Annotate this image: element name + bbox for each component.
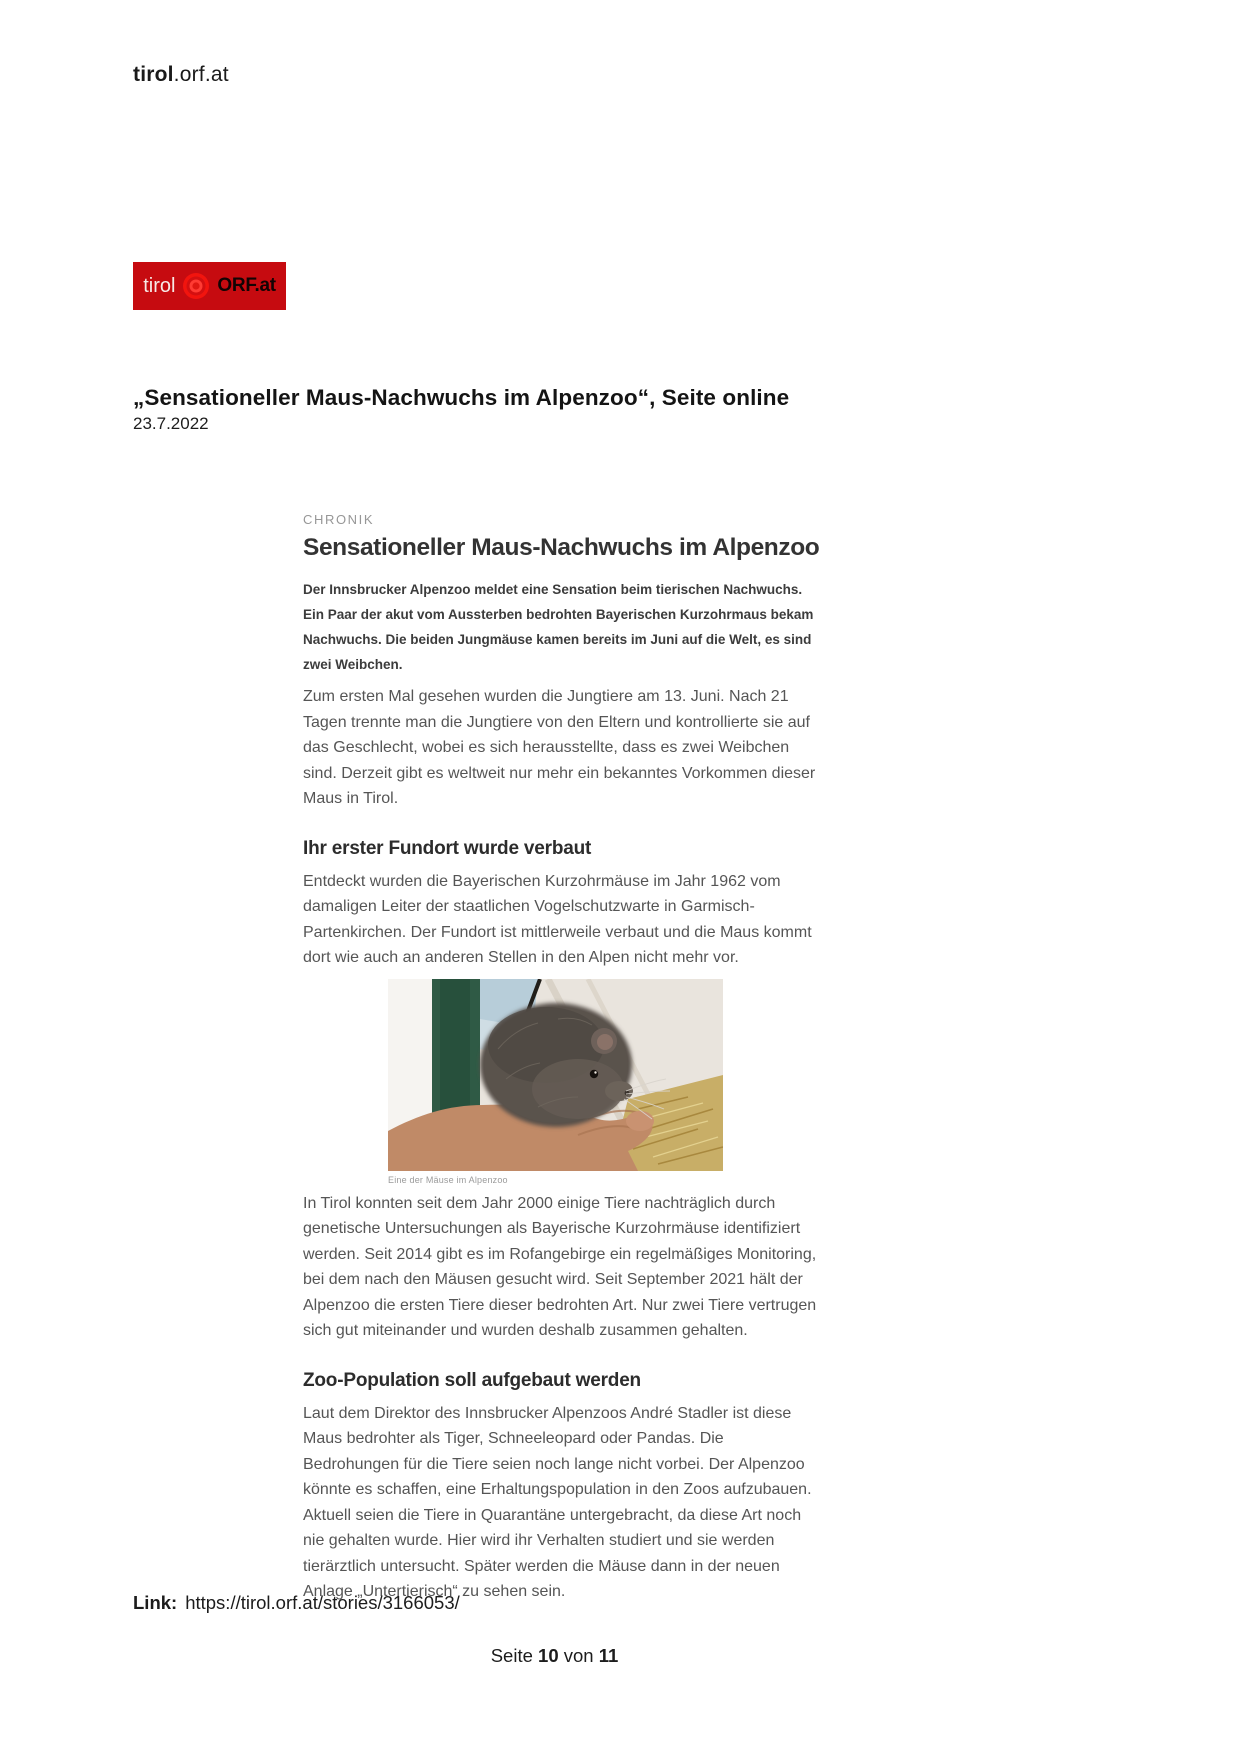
article xyxy=(303,512,820,1613)
article-photo-caption: Eine der Mäuse im Alpenzoo xyxy=(388,1174,508,1185)
source-link-line xyxy=(133,1592,460,1614)
tirol-orf-logo xyxy=(133,262,286,310)
article-paragraph-2: Entdeckt wurden die Bayerischen Kurzohrmäuse im Jahr 1962 vom damaligen Leiter der staatlichen Vogelschutzwarte in Garmisch-Partenkirchen. Der Fundort ist mittlerweile verbaut und die Maus kommt dort wie auch an anderen Stellen in den Alpen nicht mehr vor. xyxy=(303,872,812,966)
article-paragraph-4: Laut dem Direktor des Innsbrucker Alpenzoos André Stadler ist diese Maus bedrohter als Tiger, Schneeleopard oder Pandas. Die Bedrohungen für die Tiere seien noch lange nicht vorbei. Der Alpenzoo könnte es schaffen, eine Erhaltungspopulation in den Zoos aufzubauen. Aktuell seien die Tiere in Quarantäne untergebracht, da diese Art noch nie gehalten wurde. Hier wird ihr Verhalten studiert und sie werden tierärztlich untersucht. Später werden die Mäuse dann in der neuen Anlage „Untertierisch“ zu sehen sein. xyxy=(303,1404,812,1600)
article-paragraph-3: In Tirol konnten seit dem Jahr 2000 einige Tiere nachträglich durch genetische Untersuchungen als Bayerische Kurzohrmäuse identifiziert werden. Seit 2014 gibt es im Rofangebirge ein regelmäßiges Monitoring, bei dem nach den Mäusen gesucht wird. Seit September 2021 hält der Alpenzoo die ersten Tiere dieser bedrohten Art. Nur zwei Tiere vertrugen sich gut miteinander und wurden deshalb zusammen gehalten. xyxy=(303,1194,817,1339)
article-subheading-1: Ihr erster Fundort wurde verbaut xyxy=(303,837,592,859)
logo-orf-label: ORF.at xyxy=(217,275,276,296)
article-paragraph-1: Zum ersten Mal gesehen wurden die Jungtiere am 13. Juni. Nach 21 Tagen trennte man die Jungtiere von den Eltern und kontrollierte sie auf das Geschlecht, wobei es sich herausstellte, dass es zwei Weibchen sind. Derzeit gibt es weltweit nur mehr ein bekanntes Vorkommen dieser Maus in Tirol. xyxy=(303,688,816,807)
source-link-label: Link: xyxy=(133,1592,178,1613)
logo-tirol-label: tirol xyxy=(143,274,176,297)
pagination-total-pages: 11 xyxy=(598,1645,619,1666)
pagination-word-page: Seite xyxy=(490,1645,533,1666)
site-header-rest: .orf.at xyxy=(173,63,229,86)
article-lead: Der Innsbrucker Alpenzoo meldet eine Sensation beim tierischen Nachwuchs. Ein Paar der akut vom Aussterben bedrohten Bayerischen Kurzohrmaus bekam Nachwuchs. Die beiden Jungmäuse kamen bereits im Juni auf die Welt, es sind zwei Weibchen. xyxy=(303,582,814,672)
page-footer-pagination xyxy=(0,1645,1241,1667)
article-photo-mouse-on-hand xyxy=(388,979,723,1171)
pagination-word-of: von xyxy=(563,1645,594,1666)
article-title: Sensationeller Maus-Nachwuchs im Alpenzoo xyxy=(303,534,820,561)
article-kicker: CHRONIK xyxy=(303,512,375,527)
orf-eye-target-icon xyxy=(182,272,210,300)
document-title: „Sensationeller Maus-Nachwuchs im Alpenzoo“, Seite online xyxy=(133,385,790,410)
article-subheading-2: Zoo-Population soll aufgebaut werden xyxy=(303,1369,641,1391)
source-link-url[interactable]: https://tirol.orf.at/stories/3166053/ xyxy=(185,1592,460,1613)
site-header xyxy=(133,63,229,87)
site-header-bold: tirol xyxy=(133,63,174,86)
document-date: 23.7.2022 xyxy=(133,414,209,433)
article-figure xyxy=(388,979,723,1185)
pagination-current-page: 10 xyxy=(538,1645,559,1666)
